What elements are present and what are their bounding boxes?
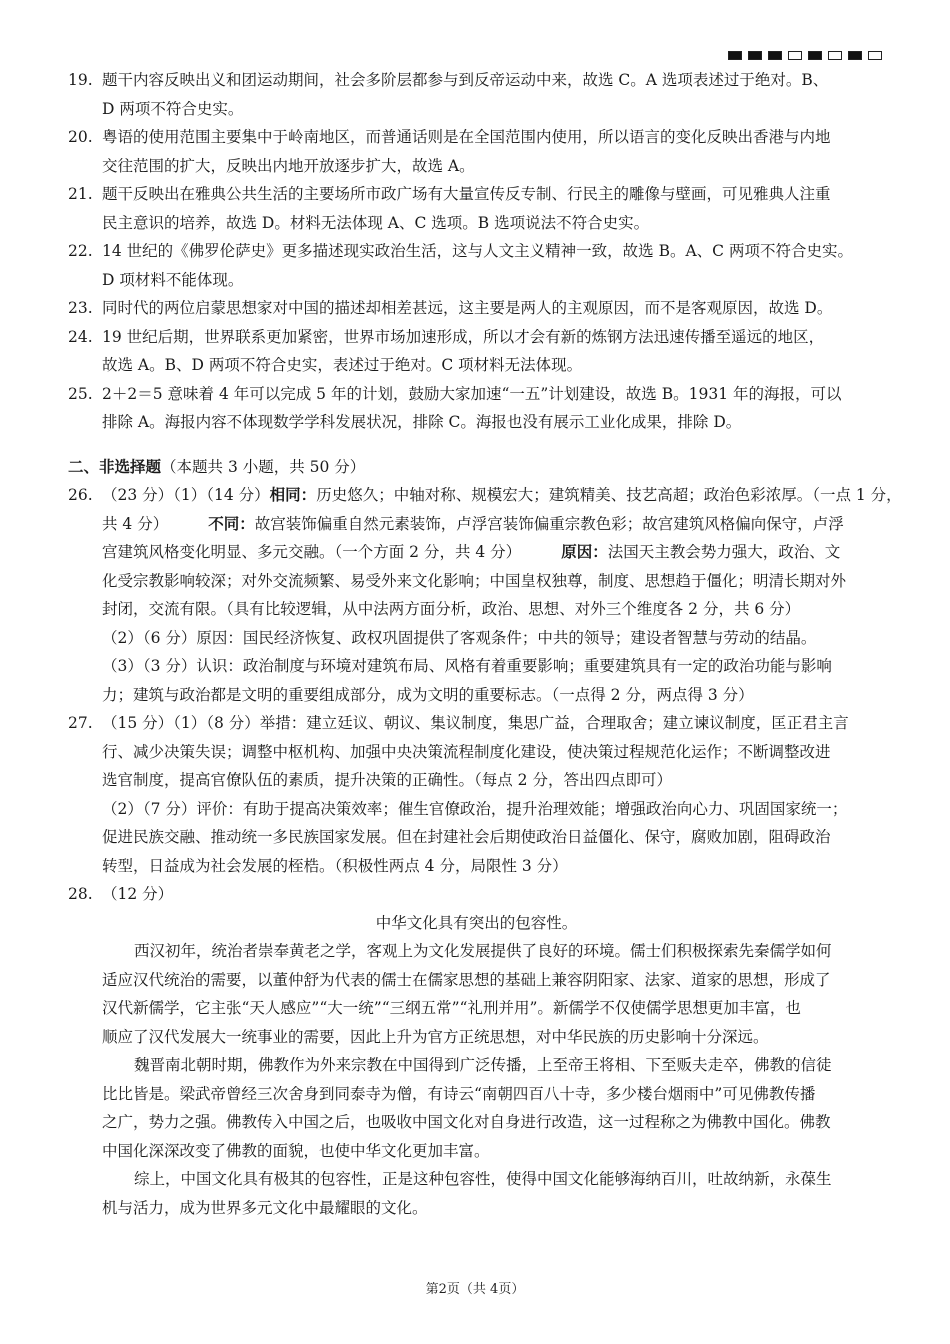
answer-line: 粤语的使用范围主要集中于岭南地区，而普通话则是在全国范围内使用，所以语言的变化反映出香港与内地 [102, 128, 831, 146]
question-number: 20. [68, 128, 93, 146]
answer-line: 民主意识的培养，故选 D。材料无法体现 A、C 选项。B 选项说法不符合史实。 [102, 213, 650, 232]
answer-line: 转型，日益成为社会发展的桎梏。（积极性两点 4 分，局限性 3 分） [102, 856, 568, 875]
essay-line: 汉代新儒学，它主张“天人感应”“大一统”“三纲五常”“礼刑并用”。新儒学不仅使儒学思想更加丰富，也 [102, 999, 801, 1017]
question-number: 19. [68, 71, 93, 89]
question-28 [68, 880, 885, 909]
question-number: 22. [68, 242, 93, 260]
header-marks [728, 51, 882, 60]
answer-item [68, 237, 885, 294]
hollow-square-mark [868, 51, 882, 60]
answer-line: （2）（7 分）评价：有助于提高决策效率；催生官僚政治，提升治理效能；增强政治向心力、巩固国家统一； [102, 799, 848, 818]
answer-line: 19 世纪后期，世界联系更加紧密，世界市场加速形成，所以才会有新的炼钢方法迅速传播至遥远的地区， [102, 327, 825, 346]
bold-label: 不同： [208, 513, 255, 533]
answer-item [68, 180, 885, 237]
question-number: 21. [68, 185, 93, 203]
question-number: 24. [68, 327, 93, 346]
answer-line [102, 538, 885, 567]
essay-line: 中国化深深改变了佛教的面貌，也使中华文化更加丰富。 [102, 1141, 490, 1160]
answer-item [68, 380, 885, 437]
essay-line: 比比皆是。梁武帝曾经三次舍身到同泰寺为僧，有诗云“南朝四百八十寺，多少楼台烟雨中”可见佛教传播 [102, 1084, 816, 1103]
answer-item [68, 323, 885, 380]
answer-line: 促进民族交融、推动统一多民族国家发展。但在封建社会后期使政治日益僵化、保守，腐败加剧，阻碍政治 [102, 828, 831, 846]
question-number: 26. [68, 486, 93, 504]
text-span: 历史悠久；中轴对称、规模宏大；建筑精美、技艺高超；政治色彩浓厚。（一点 1 分， [316, 486, 902, 504]
answer-line: 2＋2＝5 意味着 4 年可以完成 5 年的计划，鼓励大家加速“一五”计划建设，故选 B。1931 年的海报，可以 [102, 384, 842, 403]
text-span: （23 分）（1）（14 分） [102, 486, 270, 504]
section-title-note: （本题共 3 小题，共 50 分） [161, 457, 366, 476]
hollow-square-mark [828, 51, 842, 60]
question-number: 25. [68, 384, 93, 403]
answer-line [102, 481, 902, 510]
text-span: 法国天主教会势力强大，政治、文 [607, 543, 841, 561]
question-26 [68, 481, 902, 709]
question-number: 27. [68, 714, 93, 732]
answer-line: 同时代的两位启蒙思想家对中国的描述却相差甚远，这主要是两人的主观原因，而不是客观原因，故选 D。 [102, 299, 833, 317]
question-27 [68, 709, 885, 880]
answer-line: D 两项不符合史实。 [102, 99, 244, 118]
answer-line: 题干内容反映出义和团运动期间，社会多阶层都参与到反帝运动中来，故选 C。A 选项表述过于绝对。B、 [102, 71, 829, 89]
answer-line [102, 510, 885, 539]
question-score: （12 分） [102, 885, 174, 903]
question-number: 23. [68, 299, 93, 317]
essay-line: 机与活力，成为世界多元文化中最耀眼的文化。 [102, 1198, 428, 1217]
filled-square-mark [848, 51, 862, 60]
answer-line: 力；建筑与政治都是文明的重要组成部分，成为文明的重要标志。（一点得 2 分，两点得 3 分） [102, 685, 754, 704]
essay-line: 之广，势力之强。佛教传入中国之后，也吸收中国文化对自身进行改造，这一过程称之为佛教中国化。佛教 [102, 1113, 831, 1131]
answer-line: 选官制度，提高官僚队伍的素质，提升决策的正确性。（每点 2 分，答出四点即可） [102, 771, 672, 789]
answer-line: 化受宗教影响较深；对外交流频繁、易受外来文化影响；中国皇权独尊，制度、思想趋于僵化；明清长期对外 [102, 571, 847, 590]
answer-line: 封闭，交流有限。（具有比较逻辑，从中法两方面分析，政治、思想、对外三个维度各 2 分，共 6 分） [102, 600, 801, 618]
answer-line: （3）（3 分）认识：政治制度与环境对建筑布局、风格有着重要影响；重要建筑具有一定的政治功能与影响 [102, 657, 832, 675]
answer-item [68, 123, 885, 180]
essay-line: 顺应了汉代发展大一统事业的需要，因此上升为官方正统思想，对中华民族的历史影响十分深远。 [102, 1027, 769, 1046]
essay-line: 适应汉代统治的需要，以董仲舒为代表的儒士在儒家思想的基础上兼容阴阳家、法家、道家的思想，形成了 [102, 970, 831, 989]
essay-line: 西汉初年，统治者崇奉黄老之学，客观上为文化发展提供了良好的环境。儒士们积极探索先秦儒学如何 [134, 942, 832, 960]
section-title-label: 二、非选择题 [68, 456, 162, 476]
filled-square-mark [768, 51, 782, 60]
question-number: 28. [68, 885, 93, 903]
answer-item [68, 66, 885, 123]
bold-label: 原因： [561, 542, 608, 561]
answer-item [68, 294, 885, 323]
filled-square-mark [748, 51, 762, 60]
page-footer: 第2页（共 4页） [425, 1282, 525, 1297]
answer-line: （15 分）（1）（8 分）举措：建立廷议、朝议、集议制度，集思广益，合理取舍；建立谏议制度，匡正君主言 [102, 714, 849, 732]
essay-line: 综上，中国文化具有极其的包容性，正是这种包容性，使得中国文化能够海纳百川，吐故纳新，永葆生 [134, 1170, 832, 1188]
answer-line: 交往范围的扩大，反映出内地开放逐步扩大，故选 A。 [102, 156, 475, 175]
answer-content [68, 66, 902, 1222]
answer-line: 题干反映出在雅典公共生活的主要场所市政广场有大量宣传反专制、行民主的雕像与壁画，可见雅典人注重 [102, 185, 831, 203]
filled-square-mark [728, 51, 742, 60]
answer-line: （2）（6 分）原因：国民经济恢复、政权巩固提供了客观条件；中共的领导；建设者智慧与劳动的结晶。 [102, 628, 817, 647]
text-span: 宫建筑风格变化明显、多元交融。（一个方面 2 分，共 4 分） [102, 543, 522, 561]
answer-line: D 项材料不能体现。 [102, 270, 244, 289]
text-span: 故宫装饰偏重自然元素装饰，卢浮宫装饰偏重宗教色彩；故宫建筑风格偏向保守，卢浮 [254, 514, 844, 533]
text-span: 共 4 分） [102, 514, 169, 533]
answer-line: 排除 A。海报内容不体现数学学科发展状况，排除 C。海报也没有展示工业化成果，排除 D。 [102, 413, 742, 431]
answer-line: 故选 A。B、D 两项不符合史实，表述过于绝对。C 项材料无法体现。 [102, 356, 583, 374]
filled-square-mark [808, 51, 822, 60]
bold-label: 相同： [269, 485, 317, 504]
essay-line: 魏晋南北朝时期，佛教作为外来宗教在中国得到广泛传播，上至帝王将相、下至贩夫走卒，佛教的信徒 [134, 1056, 832, 1074]
section-title [68, 453, 885, 482]
essay-title: 中华文化具有突出的包容性。 [375, 913, 578, 932]
answer-line: 14 世纪的《佛罗伦萨史》更多描述现实政治生活，这与人文主义精神一致，故选 B。A、C 两项不符合史实。 [102, 242, 853, 260]
answer-line: 行、减少决策失误；调整中枢机构、加强中央决策流程制度化建设，使决策过程规范化运作；不断调整改进 [102, 742, 831, 761]
hollow-square-mark [788, 51, 802, 60]
